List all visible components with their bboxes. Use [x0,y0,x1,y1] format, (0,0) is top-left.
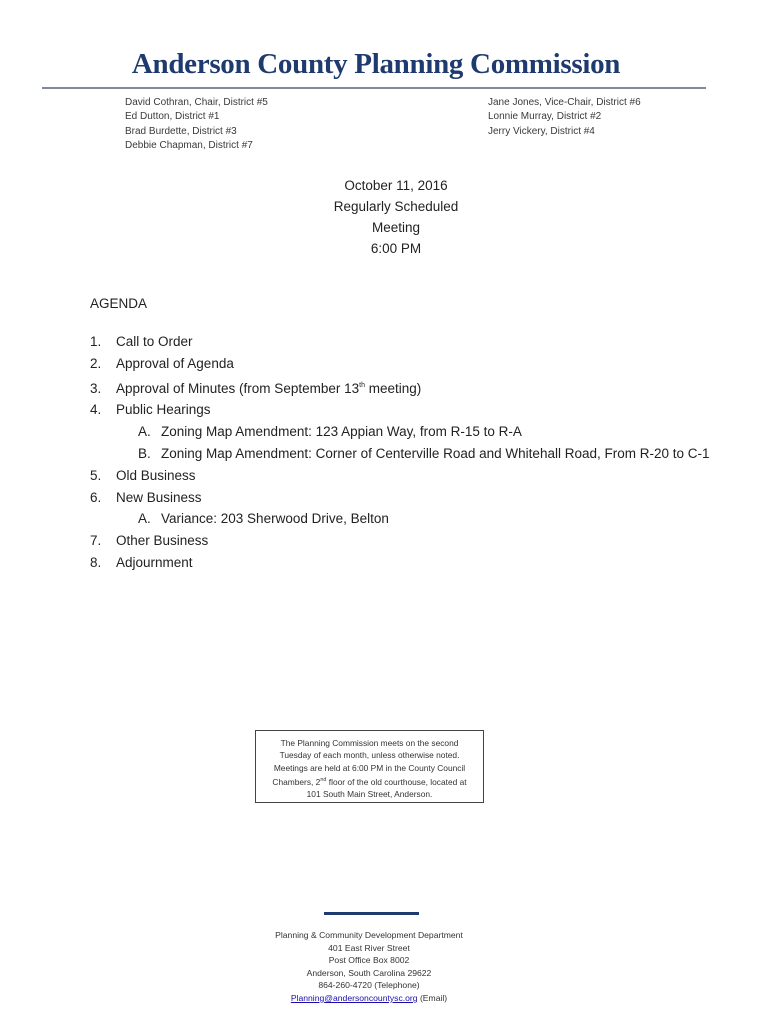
member-name: Debbie Chapman, District #7 [125,139,253,151]
footer-street: 401 East River Street [328,942,410,953]
agenda-subitem [90,508,750,530]
member-name: David Cothran, Chair, District #5 [125,97,268,108]
footer-email-line [0,992,738,1005]
agenda-item [90,399,750,421]
agenda-item [90,487,750,509]
agenda-item-number: 5. [90,467,102,483]
agenda-item [90,530,750,552]
agenda-item-text: Public Hearings [116,402,211,418]
member-name: Jerry Vickery, District #4 [488,125,595,137]
agenda-item-number: 4. [90,402,102,418]
email-label: (Email) [417,992,448,1003]
agenda-item-text: Old Business [116,467,196,483]
notice-line: The Planning Commission meets on the second [280,738,459,748]
email-link[interactable]: Planning@andersoncountysc.org [290,992,418,1003]
agenda-item-number: 6. [90,489,102,505]
ordinal-suffix: nd [320,776,327,783]
meeting-date: October 11, 2016 [344,178,448,193]
agenda-item-text: Adjournment [116,554,193,570]
header-divider [42,87,706,89]
agenda-subitem-letter: A. [138,511,151,527]
meeting-type-cont: Meeting [371,220,421,235]
meeting-notice-box [255,730,484,803]
member-name: Lonnie Murray, District #2 [488,111,602,123]
agenda-subitem [90,421,750,443]
agenda-item [90,331,750,353]
member-name: Jane Jones, Vice-Chair, District #6 [488,97,641,108]
notice-text-cont: floor of the old courthouse, located at [326,776,467,787]
agenda-item-number: 3. [90,380,102,396]
member-name: Brad Burdette, District #3 [125,125,237,137]
footer-contact [0,929,738,1005]
footer-phone: 864-260-4720 (Telephone) [318,980,420,991]
members-right-column [488,96,641,139]
meeting-type: Regularly Scheduled [333,199,459,214]
members-left-column [125,96,268,153]
agenda-subitem-text: Variance: 203 Sherwood Drive, Belton [161,511,389,527]
meeting-info [0,175,770,259]
agenda-item-number: 7. [90,533,102,549]
agenda-item [90,552,750,574]
notice-line [256,774,483,788]
agenda-item-text-cont: meeting) [364,380,422,396]
agenda-subitem-letter: A. [138,424,151,440]
footer-divider [324,912,419,915]
notice-line: Meetings are held at 6:00 PM in the County Council [273,762,466,773]
agenda-item [90,353,750,375]
member-name: Ed Dutton, District #1 [125,111,220,123]
agenda-heading: AGENDA [90,296,148,311]
agenda-subitem-text: Zoning Map Amendment: 123 Appian Way, from R-15 to R-A [161,424,522,440]
agenda-item-text: Approval of Minutes (from September 13 [116,380,360,396]
agenda-item-number: 1. [90,334,102,349]
agenda-item-text: Approval of Agenda [116,355,234,371]
commission-title: Anderson County Planning Commission [131,48,621,80]
agenda-item [90,375,750,400]
notice-line: Tuesday of each month, unless otherwise noted. [279,750,460,761]
agenda-item-number: 8. [90,554,102,570]
agenda-item-text: Other Business [116,533,209,549]
footer-city: Anderson, South Carolina 29622 [306,967,432,978]
notice-line: 101 South Main Street, Anderson. [306,789,433,800]
footer-department: Planning & Community Development Department [275,930,463,940]
agenda-subitem [90,443,750,465]
notice-text: Chambers, 2 [272,776,321,787]
footer-po-box: Post Office Box 8002 [328,955,410,966]
agenda-item-text: New Business [116,489,202,505]
ordinal-suffix: th [359,381,365,389]
agenda-item-number: 2. [90,355,102,371]
agenda-item-text: Call to Order [116,334,193,349]
agenda-list [90,331,750,574]
agenda-subitem-text: Zoning Map Amendment: Corner of Centerville Road and Whitehall Road, From R-20 to C-1 [161,445,710,461]
agenda-item [90,465,750,487]
meeting-time: 6:00 PM [370,241,422,256]
agenda-subitem-letter: B. [138,445,151,461]
